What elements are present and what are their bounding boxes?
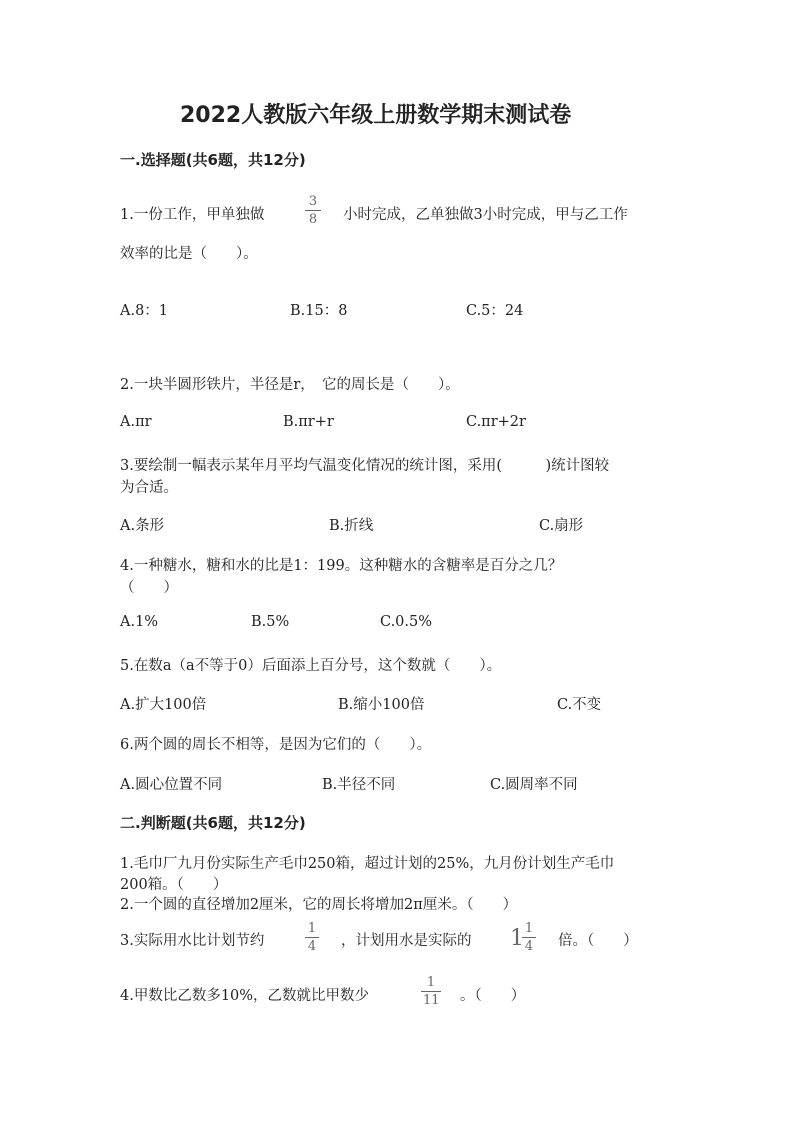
- fraction-1-4: [305, 922, 319, 953]
- option-b: B.缩小100倍: [338, 697, 425, 713]
- option-c: C.5：24: [466, 303, 524, 319]
- section-heading-choice: 一.选择题(共6题，共12分): [120, 151, 306, 169]
- fraction-denominator: 4: [307, 939, 317, 954]
- fraction-denominator: 11: [423, 993, 440, 1008]
- fraction-numerator: 1: [307, 921, 317, 936]
- option-b: B.15：8: [290, 303, 348, 319]
- option-c: C.0.5%: [380, 614, 433, 630]
- judgment-3-text-end: 倍。（ ）: [558, 933, 638, 949]
- option-a: A.πr: [120, 414, 152, 430]
- question-3-text-line2: 为合适。: [120, 480, 178, 496]
- fraction-3-8: [305, 195, 321, 226]
- question-3-text: 3.要绘制一幅表示某年月平均气温变化情况的统计图，采用( )统计图较: [120, 458, 610, 474]
- fraction-bar: [305, 937, 319, 938]
- option-a: A.扩大100倍: [120, 697, 207, 713]
- judgment-1-text-line2: 200箱。（ ）: [120, 877, 228, 893]
- fraction-numerator: 1: [524, 921, 534, 936]
- option-a: A.8：1: [120, 303, 169, 319]
- option-b: B.折线: [329, 518, 374, 534]
- option-a: A.圆心位置不同: [120, 777, 223, 793]
- fraction-1-4-mixed: [522, 922, 536, 953]
- question-1-text-cont: 小时完成，乙单独做3小时完成，甲与乙工作: [343, 207, 628, 223]
- option-c: C.不变: [557, 697, 602, 713]
- option-b: B.5%: [251, 614, 290, 630]
- question-1-text-line2: 效率的比是（ ）。: [120, 246, 258, 262]
- judgment-3-text: 3.实际用水比计划节约: [120, 933, 265, 949]
- option-a: A.1%: [120, 614, 159, 630]
- judgment-4-text: 4.甲数比乙数多10%，乙数就比甲数少: [120, 988, 370, 1004]
- fraction-denominator: 8: [308, 212, 318, 227]
- judgment-4-text-end: 。（ ）: [460, 988, 526, 1004]
- question-2-text: 2.一块半圆形铁片，半径是r， 它的周长是（ ）。: [120, 377, 460, 393]
- question-4-text: 4.一种糖水，糖和水的比是1：199。这种糖水的含糖率是百分之几？: [120, 558, 563, 574]
- mixed-number-whole: 1: [510, 926, 524, 951]
- judgment-3-text-cont: ，计划用水是实际的: [341, 933, 472, 949]
- fraction-1-11: [421, 976, 441, 1007]
- option-b: B.半径不同: [322, 777, 396, 793]
- option-c: C.圆周率不同: [490, 777, 578, 793]
- question-5-text: 5.在数a（a不等于0）后面添上百分号，这个数就（ ）。: [120, 658, 502, 674]
- judgment-1-text: 1.毛巾厂九月份实际生产毛巾250箱，超过计划的25%，九月份计划生产毛巾: [120, 856, 615, 872]
- option-a: A.条形: [120, 518, 165, 534]
- section-heading-judgment: 二.判断题(共6题，共12分): [120, 814, 306, 832]
- fraction-numerator: 1: [426, 975, 436, 990]
- page-title: 2022人教版六年级上册数学期末测试卷: [180, 103, 572, 128]
- fraction-bar: [421, 991, 441, 992]
- fraction-bar: [305, 210, 321, 211]
- option-c: C.πr+2r: [466, 414, 526, 430]
- fraction-bar: [522, 937, 536, 938]
- fraction-denominator: 4: [524, 939, 534, 954]
- option-b: B.πr+r: [283, 414, 334, 430]
- question-6-text: 6.两个圆的周长不相等，是因为它们的（ ）。: [120, 737, 432, 753]
- option-c: C.扇形: [539, 518, 584, 534]
- question-1-text: 1.一份工作，甲单独做: [120, 207, 265, 223]
- fraction-numerator: 3: [308, 194, 318, 209]
- judgment-2-text: 2.一个圆的直径增加2厘米，它的周长将增加2π厘米。（ ）: [120, 897, 518, 913]
- question-4-text-line2: （ ）: [120, 580, 178, 596]
